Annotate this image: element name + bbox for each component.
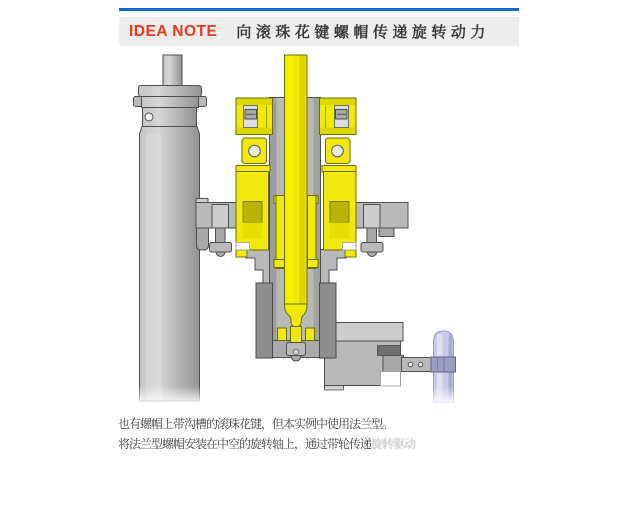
nut-right-notch [343,243,357,251]
idea-note-badge: IDEA NOTE [129,22,218,40]
pulley-left [236,98,273,135]
stem-wing-left [278,328,287,341]
ball-circle-right [332,145,344,157]
shaft-highlight [288,56,294,305]
clamp-hub [383,356,404,372]
cylinder-highlight [146,134,162,400]
pulley-right-lip-top [320,99,356,106]
block-slot [378,346,401,356]
assembly-diagram [115,50,475,412]
mounting-plate-right [356,203,408,257]
block-notch [381,372,401,387]
bolt-foot-right [361,243,383,253]
arm-hole-2 [418,362,423,367]
bolt-foot-left [210,243,232,253]
liner-foot-left [274,260,285,268]
cap-hole [145,113,153,121]
shaft-stem [291,327,302,343]
mounting-plate-left [196,199,237,257]
caption-line-1: 也有螺帽上带沟槽的滚珠花键，但本实例中使用法兰型。 [118,417,394,431]
cylinder-top-shaft [163,55,182,88]
bolt-shank-right [367,228,377,243]
header-bar [119,17,519,46]
pulley-left-lip-bottom [237,128,273,135]
liner-foot-right [308,260,319,268]
flanged-nut-left [236,172,269,251]
ball-circle-left [249,145,261,157]
nut-right-bore-lower [330,223,349,239]
rod-clamp-band [431,357,456,372]
dark-column-left [256,283,273,358]
bolt-head-right [364,205,381,229]
bolt-shank-left [216,228,226,243]
cap-ring-band [142,97,199,108]
bottom-bolt-cap [293,349,299,355]
step-nub-left [236,250,247,258]
liner-left [276,196,285,269]
caption-line-2-main: 将法兰型螺帽安装在中空的旋转轴上，通过带轮传递 [118,437,372,451]
bolt-head-left [212,205,229,229]
caption-line-2-faded: 旋转驱动 [371,437,416,451]
dark-column-right [320,283,337,358]
nut-left-notch [236,243,250,251]
stem-wing-right [306,328,315,341]
cylinder-cap [139,86,202,97]
caption [118,414,538,454]
pulley-left-lip-top [237,99,273,106]
header-accent-rule [119,8,519,11]
nut-left-bore-lower [243,223,262,239]
step-nub-right [345,250,356,258]
plate-bracket-right [379,228,394,237]
header-title: 向滚珠花键螺帽传递旋转动力 [236,24,490,41]
plate-spacer-left [197,228,209,250]
pulley-right-lip-bottom [320,128,356,135]
flanged-nut-right [324,172,357,251]
shaft-shade [299,56,306,305]
fade-overlay [115,386,475,412]
arm-hole-1 [408,362,413,367]
pulley-right [320,98,357,135]
liner-right [308,196,317,269]
nut-right-counterbore [330,202,349,223]
clamp-arm [402,358,433,372]
nut-left-counterbore [243,202,262,223]
caption-line-2 [118,434,538,454]
